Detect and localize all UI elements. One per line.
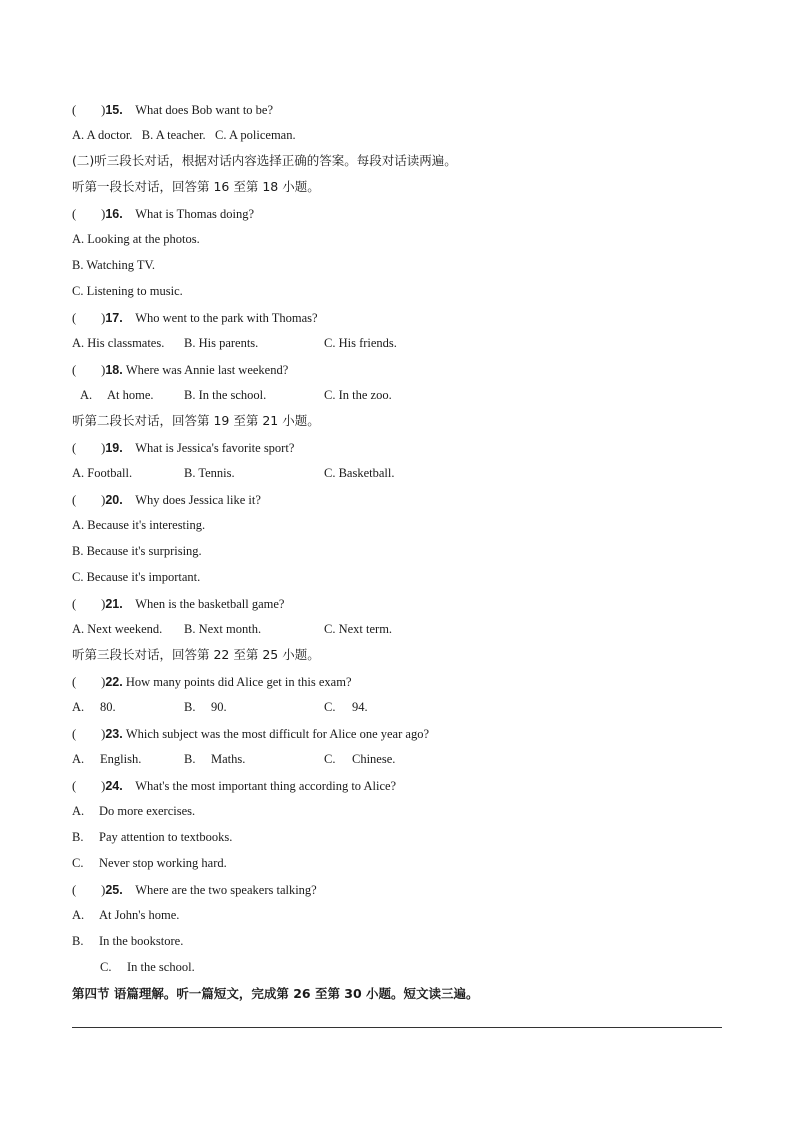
option-b[interactable]: B. Next month.: [184, 622, 262, 636]
question-19: [72, 440, 294, 456]
option-b[interactable]: B. A teacher.: [141, 128, 206, 142]
option-c[interactable]: In the school.: [127, 960, 195, 974]
question-20: [72, 492, 261, 508]
option-b[interactable]: B. Watching TV.: [72, 258, 156, 272]
option-c[interactable]: C. Next term.: [324, 622, 393, 636]
question-number: 22.: [105, 675, 123, 689]
option-b-label[interactable]: B.: [72, 830, 84, 844]
question-number: 20.: [105, 493, 123, 507]
option-b[interactable]: Maths.: [211, 752, 246, 766]
option-c-row: [72, 855, 472, 871]
option-b[interactable]: B. Because it's surprising.: [72, 544, 202, 558]
question-15: [72, 102, 273, 118]
option-b[interactable]: In the bookstore.: [99, 934, 184, 948]
dialogue-2-title: 听第二段长对话，回答第 19 至第 21 小题。: [72, 413, 320, 428]
option-c-label[interactable]: C.: [72, 856, 84, 870]
option-c-row: [72, 959, 472, 975]
question-25: [72, 882, 317, 898]
option-b[interactable]: 90.: [211, 700, 227, 714]
option-a-label[interactable]: A.: [72, 804, 85, 818]
option-b[interactable]: B. His parents.: [184, 336, 259, 350]
option-c[interactable]: C. Listening to music.: [72, 284, 183, 298]
option-a-label[interactable]: A.: [72, 908, 85, 922]
option-b[interactable]: Pay attention to textbooks.: [99, 830, 233, 844]
question-text: Where are the two speakers talking?: [135, 883, 317, 897]
question-22-options: [72, 699, 472, 715]
question-number: 25.: [105, 883, 123, 897]
option-a[interactable]: A. Because it's interesting.: [72, 518, 206, 532]
question-text: When is the basketball game?: [135, 597, 285, 611]
option-a-label[interactable]: A.: [72, 700, 85, 714]
option-c[interactable]: 94.: [352, 700, 368, 714]
answer-blank[interactable]: ( ): [72, 779, 106, 793]
question-number: 23.: [105, 727, 123, 741]
answer-blank[interactable]: ( ): [72, 441, 106, 455]
question-number: 17.: [105, 311, 123, 325]
question-17: [72, 310, 318, 326]
option-b-row: [72, 933, 472, 949]
question-23: [72, 726, 429, 742]
question-text: Where was Annie last weekend?: [125, 363, 289, 377]
option-c-label[interactable]: C.: [100, 960, 112, 974]
option-a[interactable]: A. His classmates.: [72, 336, 165, 350]
option-a[interactable]: At John's home.: [99, 908, 180, 922]
option-c[interactable]: C. In the zoo.: [324, 388, 392, 402]
option-c[interactable]: Never stop working hard.: [99, 856, 227, 870]
option-b-label[interactable]: B.: [184, 752, 196, 766]
question-18-options: [72, 387, 472, 403]
option-a-row: [72, 803, 472, 819]
option-a[interactable]: At home.: [107, 388, 154, 402]
section-2-title: (二)听三段长对话，根据对话内容选择正确的答案。每段对话读两遍。: [72, 153, 457, 168]
question-15-options: [72, 127, 296, 143]
option-a[interactable]: A. Football.: [72, 466, 133, 480]
option-a[interactable]: A. Looking at the photos.: [72, 232, 200, 246]
option-b[interactable]: B. In the school.: [184, 388, 267, 402]
question-16: [72, 206, 254, 222]
option-c[interactable]: C. Because it's important.: [72, 570, 201, 584]
option-c[interactable]: Chinese.: [352, 752, 396, 766]
question-text: What's the most important thing according to Alice?: [135, 779, 397, 793]
question-19-options: [72, 465, 472, 481]
option-c[interactable]: C. A policeman.: [215, 128, 296, 142]
question-text: Who went to the park with Thomas?: [135, 311, 318, 325]
answer-blank[interactable]: ( ): [72, 597, 106, 611]
question-number: 15.: [105, 103, 123, 117]
question-18: [72, 362, 288, 378]
answer-blank[interactable]: ( ): [72, 103, 106, 117]
option-a-label[interactable]: A.: [80, 388, 93, 402]
answer-blank[interactable]: ( ): [72, 363, 106, 377]
answer-blank[interactable]: ( ): [72, 727, 106, 741]
dialogue-3-title: 听第三段长对话，回答第 22 至第 25 小题。: [72, 647, 320, 662]
answer-blank[interactable]: ( ): [72, 883, 106, 897]
option-a[interactable]: English.: [100, 752, 142, 766]
dialogue-1-title: 听第一段长对话，回答第 16 至第 18 小题。: [72, 179, 320, 194]
question-text: What does Bob want to be?: [135, 103, 274, 117]
question-23-options: [72, 751, 472, 767]
question-text: Why does Jessica like it?: [135, 493, 261, 507]
question-number: 16.: [105, 207, 123, 221]
question-text: What is Thomas doing?: [135, 207, 255, 221]
option-a[interactable]: A. Next weekend.: [72, 622, 163, 636]
question-text: What is Jessica's favorite sport?: [135, 441, 295, 455]
question-17-options: [72, 335, 472, 351]
answer-blank[interactable]: ( ): [72, 493, 106, 507]
question-number: 19.: [105, 441, 123, 455]
option-a[interactable]: Do more exercises.: [99, 804, 196, 818]
option-c[interactable]: C. Basketball.: [324, 466, 395, 480]
option-c[interactable]: C. His friends.: [324, 336, 397, 350]
question-24: [72, 778, 396, 794]
option-a-row: [72, 907, 472, 923]
question-text: Which subject was the most difficult for Alice one year ago?: [125, 727, 429, 741]
divider-line: [72, 1027, 722, 1028]
option-a-label[interactable]: A.: [72, 752, 85, 766]
option-b-label[interactable]: B.: [72, 934, 84, 948]
question-number: 18.: [105, 363, 123, 377]
question-21: [72, 596, 284, 612]
question-number: 21.: [105, 597, 123, 611]
option-b-label[interactable]: B.: [184, 700, 196, 714]
option-b[interactable]: B. Tennis.: [184, 466, 235, 480]
option-c-label[interactable]: C.: [324, 700, 336, 714]
answer-blank[interactable]: ( ): [72, 675, 106, 689]
answer-blank[interactable]: ( ): [72, 207, 106, 221]
question-text: How many points did Alice get in this exam?: [125, 675, 352, 689]
option-a[interactable]: 80.: [100, 700, 116, 714]
question-22: [72, 674, 352, 690]
option-a[interactable]: A. A doctor.: [72, 128, 133, 142]
question-21-options: [72, 621, 472, 637]
question-number: 24.: [105, 779, 123, 793]
option-c-label[interactable]: C.: [324, 752, 336, 766]
option-b-row: [72, 829, 472, 845]
answer-blank[interactable]: ( ): [72, 311, 106, 325]
section-4-title: 第四节 语篇理解。听一篇短文，完成第 26 至第 30 小题。短文读三遍。: [72, 986, 479, 1001]
